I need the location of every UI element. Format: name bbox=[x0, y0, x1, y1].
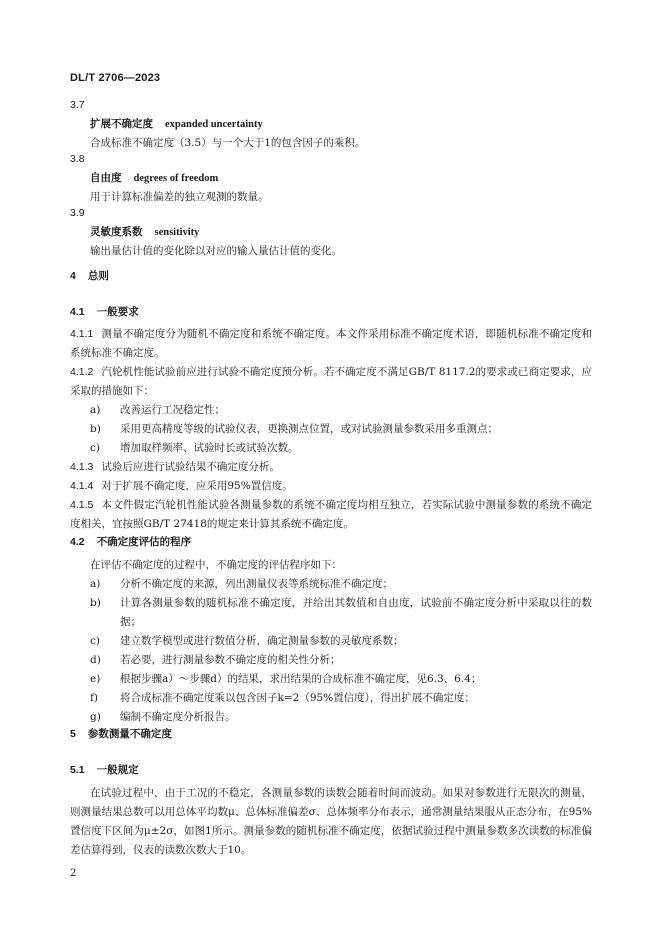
section-title: 总则 bbox=[87, 270, 109, 282]
subsection-number: 4.2 bbox=[70, 536, 85, 548]
body-paragraph: 在试验过程中，由于工况的不稳定，各测量参数的读数会随着时间而波动。如果对参数进行无限次的测量，则测量结果总数可以用总体平均数μ、总体标准偏差σ、总体频率分布表示，通常测量结果服从正态分布，在95%置信度下区间为μ±2σ，如图1所示。测量参数的随机标准不确定度，依据试验过程中测量参数多次读数的标准偏差估算得到，仪表的读数次数大于10。 bbox=[70, 787, 592, 856]
list-item: d) 若必要，进行测量参数不确定度的相关性分析； bbox=[90, 654, 341, 666]
clause-text: 测量不确定度分为随机不确定度和系统不确定度。本文件采用标准不确定度术语，即随机标准不确定度和系统标准不确定度。 bbox=[70, 328, 592, 359]
list-item: a) 改善运行工况稳定性； bbox=[90, 404, 225, 416]
term-cn: 灵敏度系数 bbox=[90, 226, 143, 238]
list-item: g) 编制不确定度分析报告。 bbox=[90, 711, 236, 723]
term-number: 3.8 bbox=[70, 153, 85, 165]
list-item: e) 根据步骤a）～步骤d）的结果，求出结果的合成标准不确定度，见6.3、6.4； bbox=[90, 673, 482, 685]
term-definition: 用于计算标准偏差的独立观测的数量。 bbox=[90, 191, 269, 203]
subsection-number: 4.1 bbox=[70, 306, 85, 318]
clause-text: 试验后应进行试验结果不确定度分析。 bbox=[101, 461, 280, 473]
procedure-list bbox=[70, 575, 592, 727]
section-number: 5 bbox=[70, 728, 76, 740]
subsection-heading bbox=[70, 304, 139, 319]
clause-number: 4.1.3 bbox=[70, 461, 94, 473]
clause-number: 4.1.4 bbox=[70, 480, 94, 492]
clause-paragraph bbox=[70, 477, 592, 496]
term-cn: 扩展不确定度 bbox=[90, 118, 153, 130]
list-item: a) 分析不确定度的来源，列出测量仪表等系统标准不确定度； bbox=[90, 578, 393, 590]
subsection-title: 一般要求 bbox=[96, 306, 139, 318]
list-item: b) 计算各测量参数的随机标准不确定度，并给出其数值和自由度，试验前不确定度分析中采取以往的数据； bbox=[90, 597, 592, 628]
subsection-title: 一般规定 bbox=[96, 764, 139, 776]
term-definition: 合成标准不确定度（3.5）与一个大于1的包含因子的乘积。 bbox=[90, 137, 366, 149]
section-heading bbox=[70, 268, 109, 283]
clause-paragraph bbox=[70, 458, 592, 477]
section-number: 4 bbox=[70, 270, 76, 282]
clause-number: 4.1.2 bbox=[70, 366, 94, 378]
term-number: 3.9 bbox=[70, 207, 85, 219]
list-item: c) 增加取样频率、试验时长或试验次数。 bbox=[90, 442, 299, 454]
list-item: f) 将合成标准不确定度乘以包含因子k=2（95%置信度），得出扩展不确定度； bbox=[90, 692, 475, 704]
term-en: sensitivity bbox=[154, 227, 200, 238]
term-definition: 输出量估计值的变化除以对应的输入量估计值的变化。 bbox=[90, 245, 342, 257]
subsection-heading bbox=[70, 762, 139, 777]
section-title: 参数测量不确定度 bbox=[87, 728, 172, 740]
clause-paragraph bbox=[70, 363, 592, 401]
subsection-title: 不确定度评估的程序 bbox=[96, 536, 192, 548]
document-id: DL/T 2706—2023 bbox=[70, 72, 161, 84]
clause-text: 本文件假定汽轮机性能试验各测量参数的系统不确定度均相互独立，若实际试验中测量参数的系统不确定度相关，宜按照GB/T 27418的规定来计算其系统不确定度。 bbox=[70, 499, 592, 530]
list-item: b) 采用更高精度等级的试验仪表，更换测点位置，或对试验测量参数采用多重测点； bbox=[90, 423, 498, 435]
clause-number: 4.1.5 bbox=[70, 499, 94, 511]
term-entry bbox=[70, 96, 592, 153]
subsection-heading bbox=[70, 534, 191, 549]
clause-paragraph bbox=[70, 325, 592, 363]
term-en: expanded uncertainty bbox=[165, 119, 263, 130]
page-number: 2 bbox=[70, 868, 77, 879]
term-entry bbox=[70, 150, 592, 207]
clause-text: 对于扩展不确定度，应采用95%置信度。 bbox=[101, 480, 293, 492]
measure-list bbox=[70, 401, 592, 458]
clause-paragraph bbox=[70, 496, 592, 534]
section-heading bbox=[70, 726, 172, 741]
term-en: degrees of freedom bbox=[133, 173, 219, 184]
clause-number: 4.1.1 bbox=[70, 328, 94, 340]
procedure-intro: 在评估不确定度的过程中，不确定度的评估程序如下： bbox=[90, 559, 342, 571]
clause-text: 汽轮机性能试验前应进行试验不确定度预分析。若不确定度不满足GB/T 8117.2的要求或已商定要求，应采取的措施如下： bbox=[70, 366, 592, 397]
term-cn: 自由度 bbox=[90, 172, 122, 184]
term-entry bbox=[70, 204, 592, 261]
subsection-number: 5.1 bbox=[70, 764, 85, 776]
term-number: 3.7 bbox=[70, 99, 85, 111]
list-item: c) 建立数学模型或进行数值分析，确定测量参数的灵敏度系数； bbox=[90, 635, 404, 647]
